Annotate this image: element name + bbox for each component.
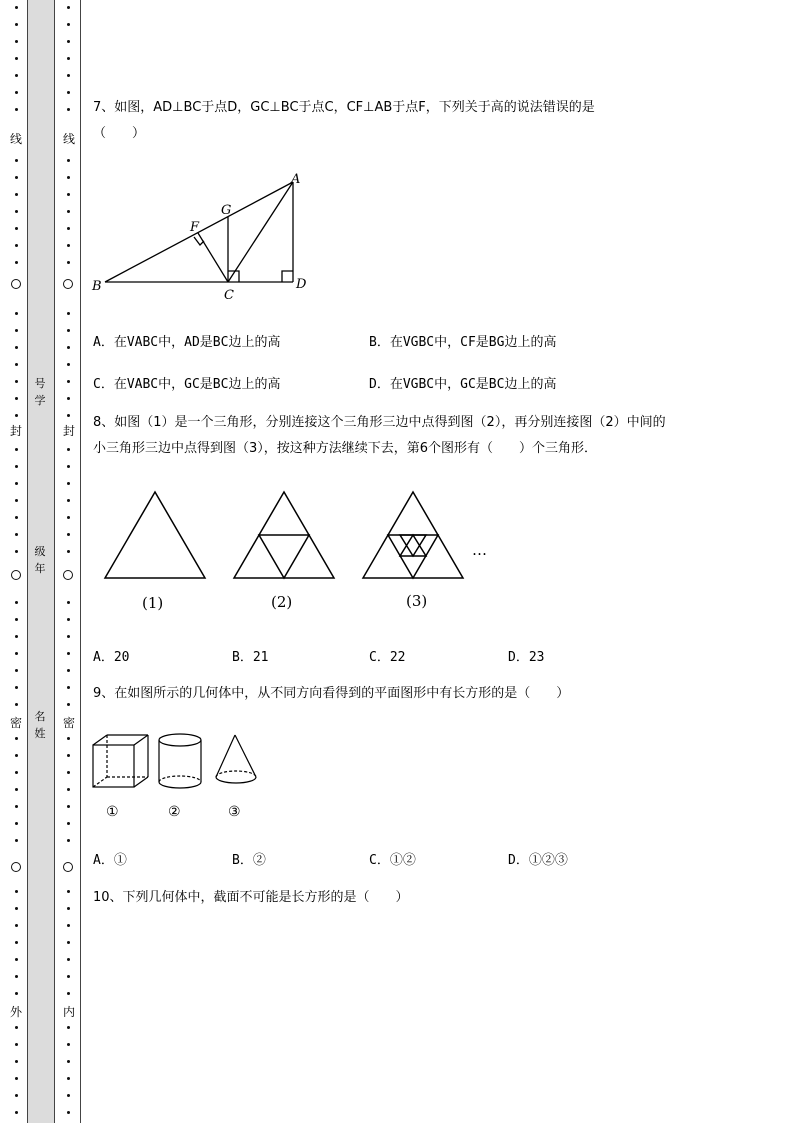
q7-option-c[interactable]: C．在VABC中，GC是BC边上的高 bbox=[93, 377, 281, 392]
binding-dot bbox=[67, 414, 70, 417]
binding-dot bbox=[15, 550, 18, 553]
binding-dot bbox=[15, 1094, 18, 1097]
inner-char-feng: 封 bbox=[62, 424, 75, 438]
binding-dot bbox=[67, 1111, 70, 1114]
q7-stem-line1: 7、如图，AD⊥BC于点D，GC⊥BC于点C，CF⊥AB于点F，下列关于高的说法错误的是 bbox=[93, 100, 595, 115]
binding-dot bbox=[15, 227, 18, 230]
binding-dot bbox=[67, 244, 70, 247]
q8-figure bbox=[95, 485, 515, 615]
binding-dot bbox=[15, 907, 18, 910]
binding-dot bbox=[67, 329, 70, 332]
inner-char-xian: 线 bbox=[62, 132, 75, 146]
label-D: D bbox=[296, 277, 307, 292]
binding-dot bbox=[15, 601, 18, 604]
q9-stem: 9、在如图所示的几何体中，从不同方向看得到的平面图形中有长方形的是（ ） bbox=[93, 686, 570, 701]
binding-dot bbox=[67, 635, 70, 638]
binding-dot bbox=[15, 703, 18, 706]
binding-dot bbox=[15, 465, 18, 468]
binding-dot bbox=[15, 635, 18, 638]
q7-option-a[interactable]: A．在VABC中，AD是BC边上的高 bbox=[93, 335, 281, 350]
outer-circle-1 bbox=[11, 279, 21, 289]
binding-dot bbox=[67, 312, 70, 315]
solid2-caption: ② bbox=[168, 804, 181, 820]
binding-dot bbox=[67, 193, 70, 196]
outer-circle-3 bbox=[11, 862, 21, 872]
solid3-caption: ③ bbox=[228, 804, 241, 820]
binding-dot bbox=[67, 754, 70, 757]
binding-margin bbox=[0, 0, 82, 1123]
binding-dot bbox=[15, 312, 18, 315]
inner-circle-1 bbox=[63, 279, 73, 289]
binding-dot bbox=[15, 669, 18, 672]
q9-figure bbox=[88, 730, 268, 825]
binding-dot bbox=[15, 533, 18, 536]
binding-dot bbox=[15, 1111, 18, 1114]
binding-dot bbox=[15, 1077, 18, 1080]
q8-option-c[interactable]: C．22 bbox=[369, 650, 406, 665]
q9-option-a[interactable]: A．① bbox=[93, 853, 127, 868]
q8-option-b[interactable]: B．21 bbox=[232, 650, 269, 665]
outer-dotted-line bbox=[12, 0, 22, 1123]
binding-dot bbox=[15, 448, 18, 451]
binding-dot bbox=[15, 414, 18, 417]
binding-dot bbox=[15, 788, 18, 791]
binding-dot bbox=[67, 737, 70, 740]
binding-dot bbox=[15, 176, 18, 179]
binding-dot bbox=[15, 1060, 18, 1063]
binding-dot bbox=[15, 329, 18, 332]
binding-dot bbox=[67, 618, 70, 621]
binding-dot bbox=[15, 958, 18, 961]
binding-dot bbox=[67, 1026, 70, 1029]
binding-dot bbox=[15, 261, 18, 264]
q8-option-a[interactable]: A．20 bbox=[93, 650, 130, 665]
binding-dot bbox=[67, 159, 70, 162]
binding-dot bbox=[15, 244, 18, 247]
q8-option-d[interactable]: D．23 bbox=[508, 650, 545, 665]
q8-stem bbox=[93, 410, 753, 462]
solid1-caption: ① bbox=[106, 804, 119, 820]
binding-dot bbox=[67, 890, 70, 893]
binding-dot bbox=[15, 108, 18, 111]
binding-dot bbox=[15, 91, 18, 94]
q7-option-b[interactable]: B．在VGBC中，CF是BG边上的高 bbox=[369, 335, 557, 350]
binding-dot bbox=[15, 159, 18, 162]
binding-dot bbox=[67, 363, 70, 366]
binding-dot bbox=[67, 907, 70, 910]
binding-dot bbox=[15, 40, 18, 43]
binding-dot bbox=[15, 805, 18, 808]
binding-dot bbox=[67, 346, 70, 349]
binding-dot bbox=[15, 941, 18, 944]
binding-dot bbox=[15, 363, 18, 366]
binding-dot bbox=[67, 550, 70, 553]
binding-dot bbox=[15, 380, 18, 383]
outer-circle-2 bbox=[11, 570, 21, 580]
binding-dot bbox=[67, 822, 70, 825]
binding-dot bbox=[15, 754, 18, 757]
binding-dot bbox=[15, 924, 18, 927]
inner-dotted-line bbox=[64, 0, 74, 1123]
binding-dot bbox=[67, 499, 70, 502]
q9-option-c[interactable]: C．①② bbox=[369, 853, 416, 868]
binding-dot bbox=[67, 227, 70, 230]
binding-dot bbox=[67, 91, 70, 94]
binding-dot bbox=[67, 941, 70, 944]
inner-char-mi: 密 bbox=[62, 716, 75, 730]
binding-dot bbox=[15, 992, 18, 995]
binding-dot bbox=[67, 669, 70, 672]
q8-stem-line2: 小三角形三边中点得到图（3），按这种方法继续下去，第6个图形有（ ）个三角形． bbox=[93, 441, 598, 456]
outer-char-feng: 封 bbox=[9, 424, 22, 438]
label-A: A bbox=[291, 172, 301, 187]
binding-dot bbox=[67, 23, 70, 26]
fig2-caption: (2) bbox=[271, 593, 293, 611]
binding-dot bbox=[15, 1026, 18, 1029]
outer-char-mi: 密 bbox=[9, 716, 22, 730]
binding-dot bbox=[67, 448, 70, 451]
label-B: B bbox=[92, 279, 102, 294]
binding-dot bbox=[67, 261, 70, 264]
binding-dot bbox=[15, 482, 18, 485]
binding-dot bbox=[15, 890, 18, 893]
binding-dot bbox=[15, 771, 18, 774]
binding-dot bbox=[67, 839, 70, 842]
inner-circle-2 bbox=[63, 570, 73, 580]
q7-stem bbox=[93, 95, 753, 147]
outer-char-wai: 外 bbox=[9, 1005, 22, 1019]
field-grade: 级 年 bbox=[34, 545, 46, 575]
label-G: G bbox=[221, 203, 232, 218]
binding-dot bbox=[67, 210, 70, 213]
q10-stem: 10、下列几何体中，截面不可能是长方形的是（ ） bbox=[93, 890, 409, 905]
binding-dot bbox=[15, 193, 18, 196]
binding-dot bbox=[67, 1094, 70, 1097]
fig3-caption: (3) bbox=[406, 592, 428, 610]
binding-dot bbox=[67, 686, 70, 689]
binding-dot bbox=[67, 40, 70, 43]
binding-dot bbox=[67, 601, 70, 604]
binding-dot bbox=[67, 703, 70, 706]
binding-dot bbox=[15, 23, 18, 26]
binding-dot bbox=[67, 771, 70, 774]
binding-dot bbox=[15, 737, 18, 740]
binding-inner-line bbox=[80, 0, 81, 1123]
binding-dot bbox=[67, 788, 70, 791]
binding-dot bbox=[15, 822, 18, 825]
fig1-caption: (1) bbox=[142, 594, 164, 612]
binding-dot bbox=[15, 6, 18, 9]
field-student-id: 号 学 bbox=[34, 377, 46, 407]
binding-dot bbox=[67, 533, 70, 536]
binding-dot bbox=[15, 516, 18, 519]
binding-dot bbox=[67, 924, 70, 927]
binding-dot bbox=[15, 74, 18, 77]
binding-dot bbox=[15, 346, 18, 349]
q9-option-d[interactable]: D．①②③ bbox=[508, 853, 568, 868]
q7-option-d[interactable]: D．在VGBC中，GC是BC边上的高 bbox=[369, 377, 557, 392]
binding-dot bbox=[15, 1043, 18, 1046]
binding-dot bbox=[67, 465, 70, 468]
binding-dot bbox=[15, 686, 18, 689]
binding-dot bbox=[67, 6, 70, 9]
binding-dot bbox=[15, 975, 18, 978]
q8-stem-line1: 8、如图（1）是一个三角形，分别连接这个三角形三边中点得到图（2），再分别连接图（2）中间的 bbox=[93, 415, 666, 430]
binding-dot bbox=[15, 397, 18, 400]
binding-dot bbox=[67, 1077, 70, 1080]
binding-dot bbox=[67, 652, 70, 655]
binding-dot bbox=[67, 57, 70, 60]
binding-dot bbox=[67, 74, 70, 77]
inner-char-nei: 内 bbox=[62, 1005, 75, 1019]
binding-dot bbox=[67, 975, 70, 978]
binding-dot bbox=[67, 805, 70, 808]
q9-option-b[interactable]: B．② bbox=[232, 853, 266, 868]
binding-dot bbox=[15, 210, 18, 213]
binding-dot bbox=[67, 380, 70, 383]
binding-dot bbox=[15, 57, 18, 60]
binding-dot bbox=[67, 176, 70, 179]
binding-dot bbox=[67, 1043, 70, 1046]
binding-dot bbox=[15, 618, 18, 621]
label-F: F bbox=[190, 220, 200, 235]
binding-dot bbox=[67, 516, 70, 519]
binding-dot bbox=[67, 482, 70, 485]
label-C: C bbox=[224, 288, 234, 303]
inner-circle-3 bbox=[63, 862, 73, 872]
outer-char-xian: 线 bbox=[9, 132, 22, 146]
binding-dot bbox=[67, 1060, 70, 1063]
binding-dot bbox=[67, 108, 70, 111]
binding-dot bbox=[15, 839, 18, 842]
binding-dot bbox=[15, 499, 18, 502]
q7-figure bbox=[88, 165, 318, 305]
q7-stem-line2: （ ） bbox=[93, 126, 146, 141]
binding-dot bbox=[67, 397, 70, 400]
field-name: 名 姓 bbox=[34, 710, 46, 740]
binding-dot bbox=[67, 992, 70, 995]
fig-ellipsis: … bbox=[472, 541, 487, 559]
binding-dot bbox=[67, 958, 70, 961]
binding-dot bbox=[15, 652, 18, 655]
